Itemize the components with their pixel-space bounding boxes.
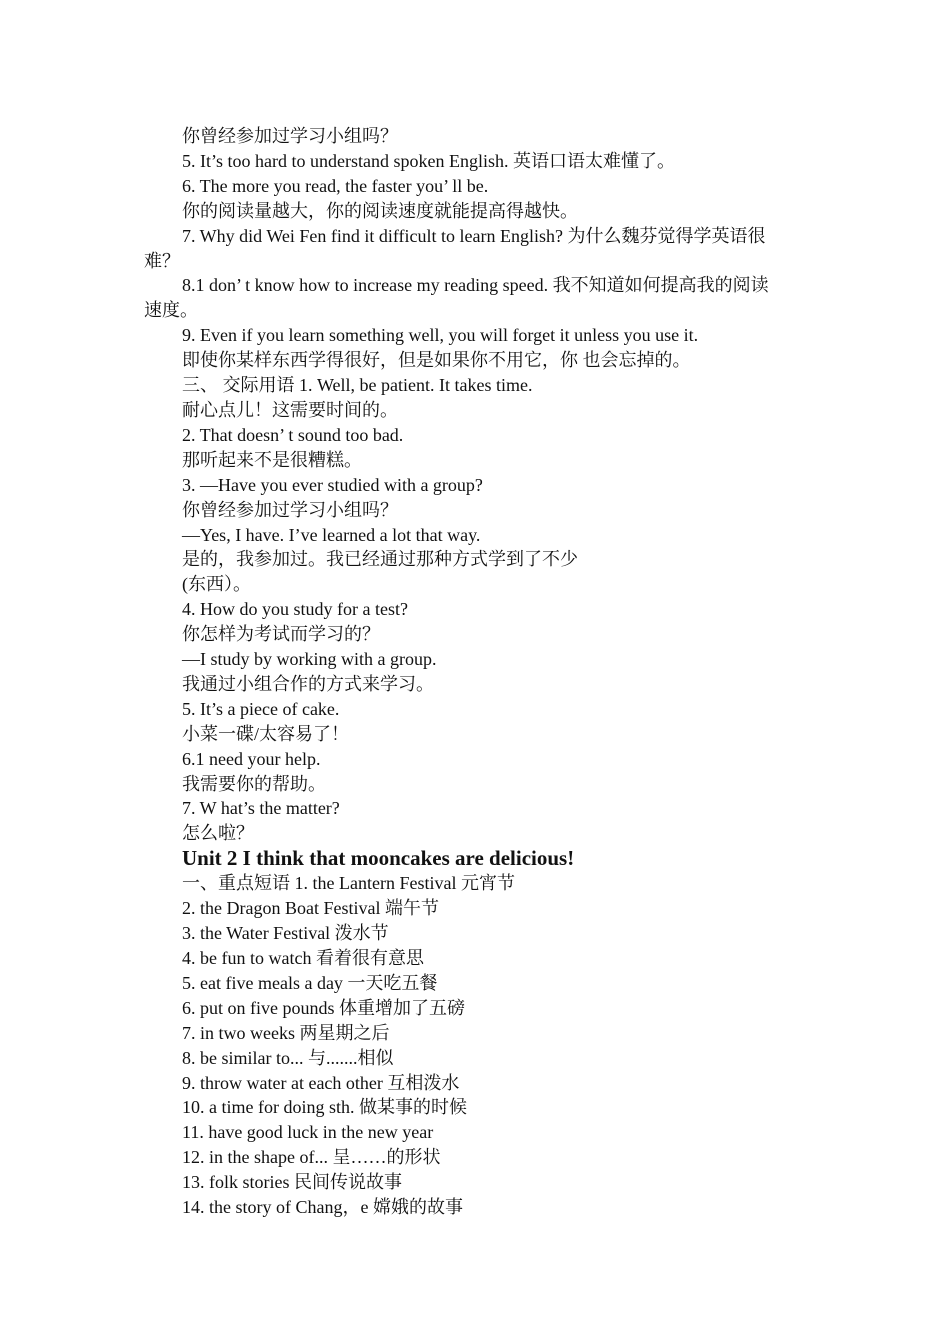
text-line: 小菜一碟/太容易了！ (182, 723, 350, 744)
text-line: 你的阅读量越大，你的阅读速度就能提高得越快。 (182, 200, 578, 221)
phrase-item: 7. in two weeks 两星期之后 (182, 1022, 390, 1043)
section-line-communication: 三、 交际用语 1. Well, be patient. It takes time. (182, 375, 533, 396)
phrase-item: 8. be similar to... 与.......相似 (182, 1047, 394, 1068)
phrase-item: 5. eat five meals a day 一天吃五餐 (182, 972, 438, 993)
text-line: 我通过小组合作的方式来学习。 (182, 673, 434, 694)
text-line: 8.1 don’ t know how to increase my reading speed. 我不知道如何提高我的阅读 (182, 275, 769, 296)
phrase-item: 4. be fun to watch 看着很有意思 (182, 948, 424, 968)
text-line: 5. It’s too hard to understand spoken English. 英语口语太难懂了。 (182, 150, 675, 171)
phrase-item: 9. throw water at each other 互相泼水 (182, 1072, 460, 1093)
text-line: 5. It’s a piece of cake. (182, 698, 340, 719)
text-line: 3. —Have you ever studied with a group? (182, 474, 483, 495)
text-line: 6. The more you read, the faster you’ ll be. (182, 175, 489, 196)
text-line: (东西）。 (182, 574, 251, 595)
text-line: 你曾经参加过学习小组吗？ (182, 126, 398, 146)
text-line: 4. How do you study for a test? (182, 599, 408, 620)
text-line: 7. Why did Wei Fen find it difficult to learn English? 为什么魏芬觉得学英语很 (182, 225, 766, 246)
phrase-item: 2. the Dragon Boat Festival 端午节 (182, 898, 439, 919)
text-line: 你怎样为考试而学习的？ (182, 624, 380, 645)
phrase-item: 3. the Water Festival 泼水节 (182, 923, 389, 944)
phrase-item: 12. in the shape of... 呈……的形状 (182, 1147, 441, 1168)
text-line: 是的，我参加过。我已经通过那种方式学到了不少 (182, 549, 578, 570)
text-line: 2. That doesn’ t sound too bad. (182, 424, 404, 445)
phrase-item: 11. have good luck in the new year (182, 1122, 434, 1143)
text-line: 即使你某样东西学得很好，但是如果你不用它，你 也会忘掉的。 (182, 350, 691, 371)
unit-heading: Unit 2 I think that mooncakes are delicious! (182, 846, 575, 871)
text-line: 耐心点儿！这需要时间的。 (182, 399, 398, 420)
text-line: —I study by working with a group. (182, 649, 437, 670)
phrase-item: 6. put on five pounds 体重增加了五磅 (182, 997, 465, 1018)
text-line-continuation: 难？ (144, 250, 180, 271)
section-line-key-phrases: 一、重点短语 1. the Lantern Festival 元宵节 (182, 873, 515, 894)
text-line: 6.1 need your help. (182, 748, 321, 769)
phrase-item: 10. a time for doing sth. 做某事的时候 (182, 1097, 467, 1118)
phrase-item: 13. folk stories 民间传说故事 (182, 1172, 402, 1193)
text-line: 我需要你的帮助。 (182, 773, 326, 794)
text-line: 9. Even if you learn something well, you will forget it unless you use it. (182, 325, 699, 346)
document-body (144, 124, 814, 1220)
text-line: 那听起来不是很糟糕。 (182, 449, 362, 470)
text-line: 怎么啦？ (182, 823, 254, 844)
text-line: 你曾经参加过学习小组吗？ (182, 499, 398, 520)
phrase-item: 14. the story of Chang，e 嫦娥的故事 (182, 1197, 463, 1218)
text-line: —Yes, I have. I’ve learned a lot that way. (182, 524, 481, 545)
text-line-continuation: 速度。 (144, 300, 198, 321)
text-line: 7. W hat’s the matter? (182, 798, 340, 819)
